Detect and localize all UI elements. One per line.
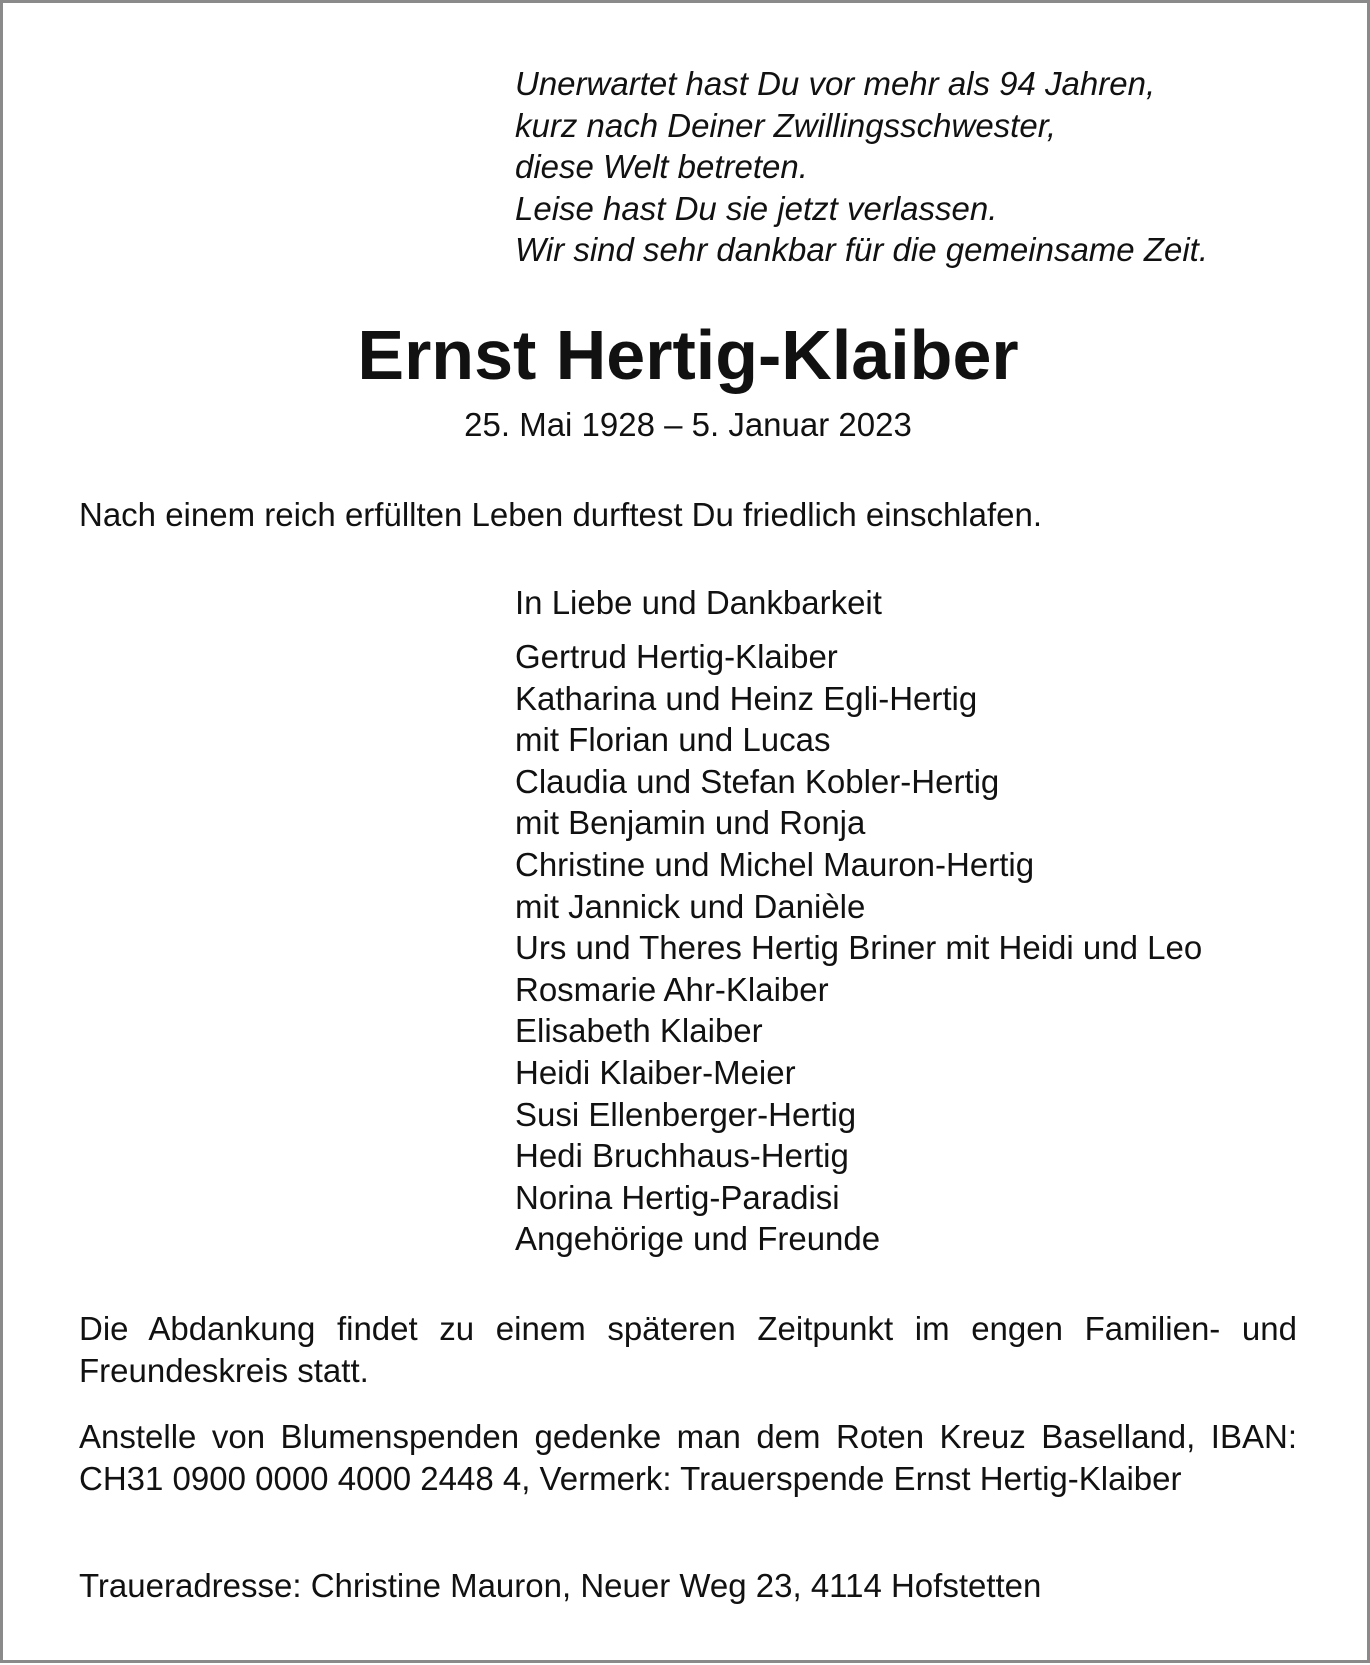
donation-paragraph: Anstelle von Blumenspenden gedenke man dem Roten Kreuz Baselland, IBAN: CH31 0900 0000 4000 2448 4, Vermerk: Trauerspende Ernst Hertig-Klaiber xyxy=(79,1418,1297,1497)
mourner-entry: Norina Hertig-Paradisi xyxy=(515,1178,840,1216)
ceremony-paragraph: Die Abdankung findet zu einem späteren Zeitpunkt im engen Familien- und Freundeskreis statt. xyxy=(79,1310,1297,1389)
deceased-name: Ernst Hertig-Klaiber xyxy=(357,316,1019,394)
closing-phrase: In Liebe und Dankbarkeit xyxy=(515,584,882,621)
memorial-poem xyxy=(515,63,1208,271)
mourner-entry: Angehörige und Freunde xyxy=(515,1220,881,1258)
poem-line: diese Welt betreten. xyxy=(515,148,808,185)
poem-line: Wir sind sehr dankbar für die gemeinsame Zeit. xyxy=(515,231,1208,268)
mourner-entry: Elisabeth Klaiber xyxy=(515,1012,763,1050)
poem-line: kurz nach Deiner Zwillingsschwester, xyxy=(515,106,1057,144)
mourner-entry: Gertrud Hertig-Klaiber xyxy=(515,638,838,675)
mourner-entry: Katharina und Heinz Egli-Hertig xyxy=(515,679,978,717)
mourner-entry: Christine und Michel Mauron-Hertig xyxy=(515,845,1035,883)
life-dates: 25. Mai 1928 – 5. Januar 2023 xyxy=(464,406,912,443)
mourners-list xyxy=(515,636,1202,1260)
intro-sentence: Nach einem reich erfüllten Leben durftest Du friedlich einschlafen. xyxy=(79,496,1043,533)
mourner-entry: mit Benjamin und Ronja xyxy=(515,804,866,842)
mourner-entry: Hedi Bruchhaus-Hertig xyxy=(515,1137,849,1175)
poem-line: Unerwartet hast Du vor mehr als 94 Jahren, xyxy=(515,65,1156,102)
mourner-entry: Susi Ellenberger-Hertig xyxy=(515,1095,857,1133)
poem-line: Leise hast Du sie jetzt verlassen. xyxy=(515,189,998,227)
mourner-entry: mit Florian und Lucas xyxy=(515,721,831,759)
mourner-entry: mit Jannick und Danièle xyxy=(515,887,866,925)
mourner-entry: Claudia und Stefan Kobler-Hertig xyxy=(515,762,1000,800)
mourning-address: Traueradresse: Christine Mauron, Neuer Weg 23, 4114 Hofstetten xyxy=(79,1567,1042,1604)
mourner-entry: Heidi Klaiber-Meier xyxy=(515,1053,796,1091)
mourner-entry: Rosmarie Ahr-Klaiber xyxy=(515,970,829,1008)
mourner-entry: Urs und Theres Hertig Briner mit Heidi und Leo xyxy=(515,929,1203,967)
